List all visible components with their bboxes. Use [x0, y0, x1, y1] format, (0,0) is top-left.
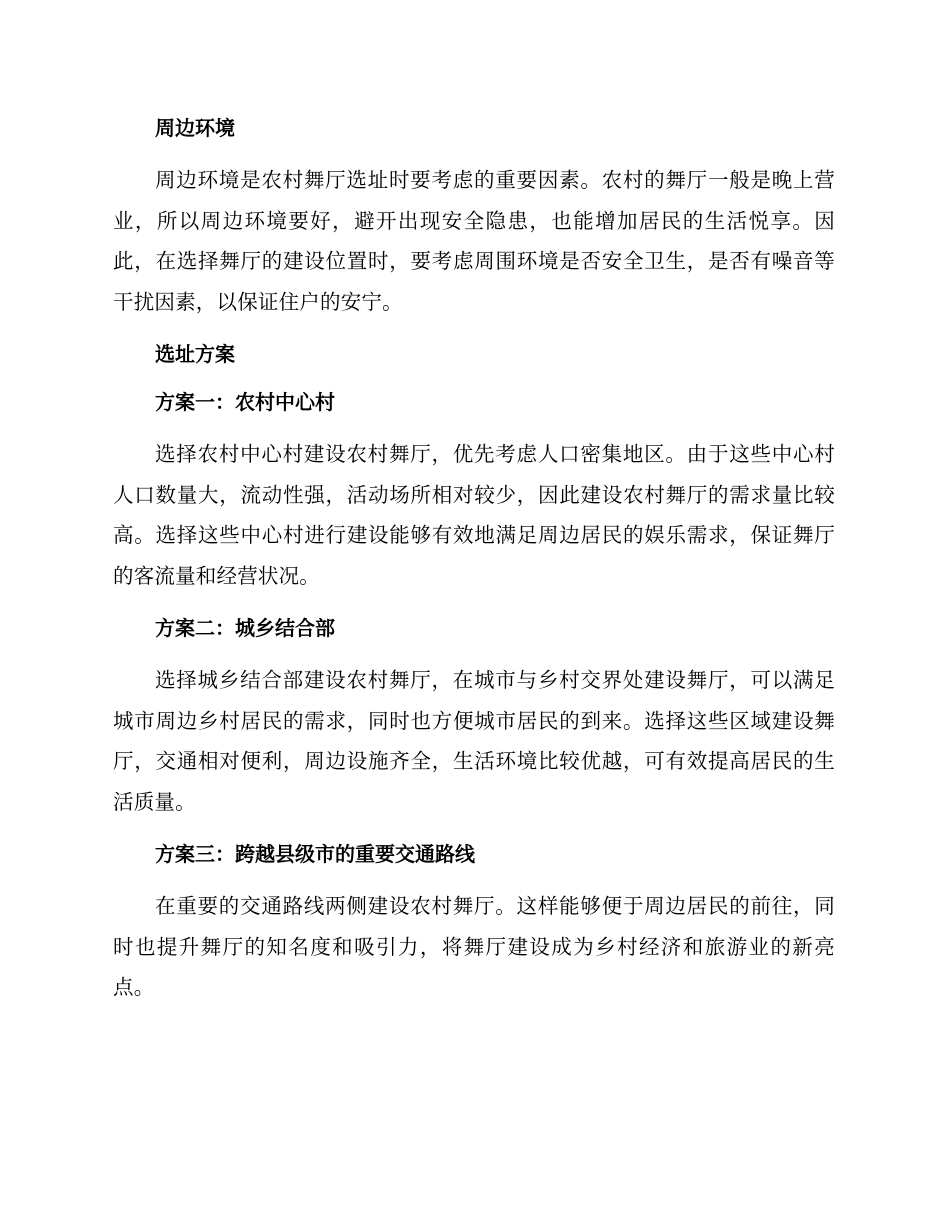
- subheading-plan-two: 方案二：城乡结合部: [155, 616, 335, 640]
- paragraph-plan-two: 选择城乡结合部建设农村舞厅，在城市与乡村交界处建设舞厅，可以满足城市周边乡村居民的需求，同时也方便城市居民的到来。选择这些区域建设舞厅，交通相对便利，周边设施齐全，生活环境比较优越，可有效提高居民的生活质量。: [113, 668, 835, 814]
- section-heading-site-plan: 选址方案: [155, 342, 235, 366]
- paragraph-plan-three: 在重要的交通路线两侧建设农村舞厅。这样能够便于周边居民的前往，同时也提升舞厅的知名度和吸引力，将舞厅建设成为乡村经济和旅游业的新亮点。: [113, 894, 835, 999]
- subheading-plan-three: 方案三：跨越县级市的重要交通路线: [155, 842, 475, 866]
- subheading-plan-one: 方案一：农村中心村: [155, 390, 335, 414]
- document-page: [113, 104, 835, 1016]
- section-heading-environment: 周边环境: [155, 116, 235, 140]
- paragraph-environment: 周边环境是农村舞厅选址时要考虑的重要因素。农村的舞厅一般是晚上营业，所以周边环境要好，避开出现安全隐患，也能增加居民的生活悦享。因此，在选择舞厅的建设位置时，要考虑周围环境是否安全卫生，是否有噪音等干扰因素，以保证住户的安宁。: [113, 168, 835, 314]
- paragraph-plan-one: 选择农村中心村建设农村舞厅，优先考虑人口密集地区。由于这些中心村人口数量大，流动性强，活动场所相对较少，因此建设农村舞厅的需求量比较高。选择这些中心村进行建设能够有效地满足周边居民的娱乐需求，保证舞厅的客流量和经营状况。: [113, 442, 835, 588]
